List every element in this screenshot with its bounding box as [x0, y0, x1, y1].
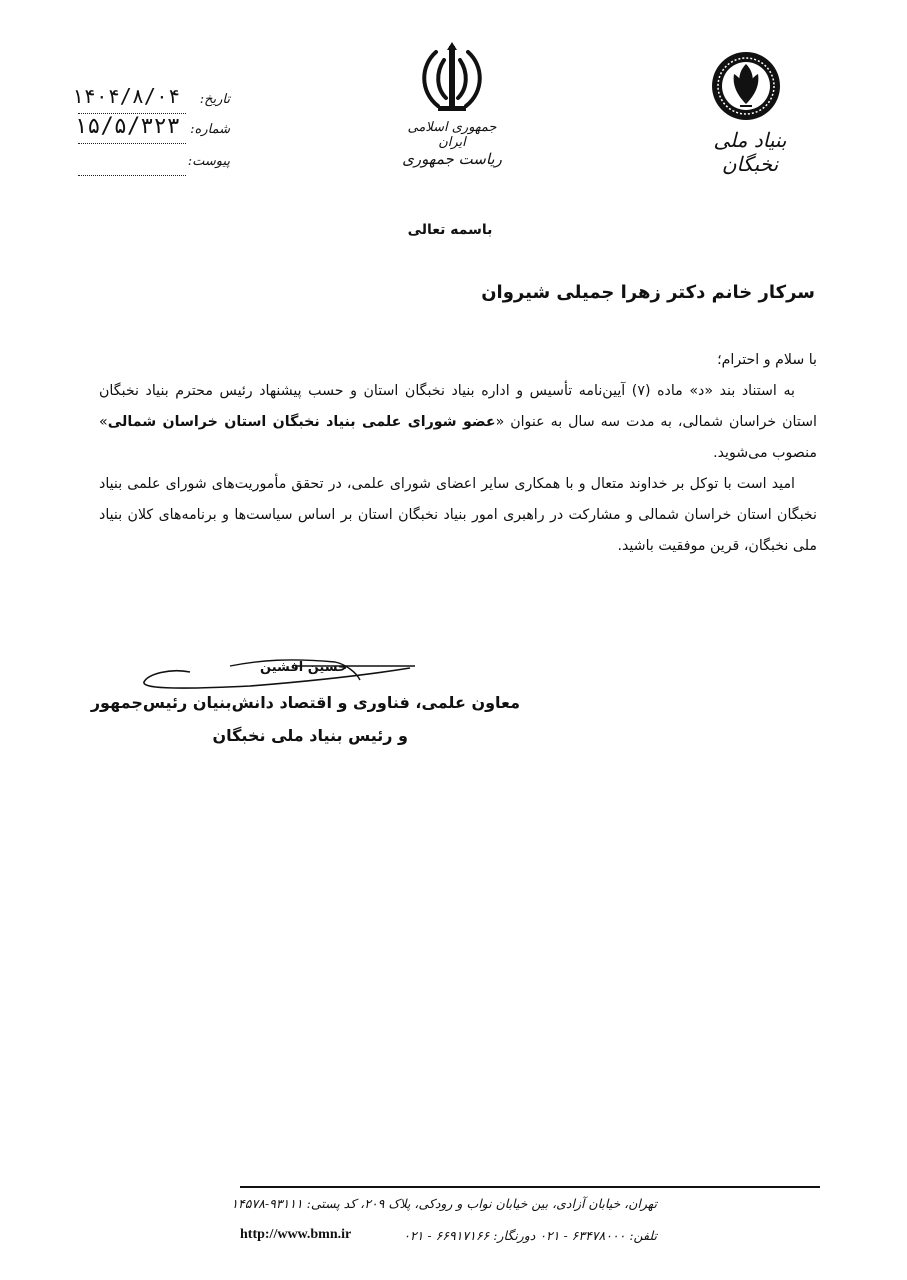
paragraph-2: امید است با توکل بر خداوند متعال و با همکاری سایر اعضای شورای علمی، در تحقق مأموریت‌های شورای علمی بنیاد نخبگان استان خراسان شمالی و مشارکت در راهبری امور بنیاد نخبگان استان بر اساس سیاست‌ها و برنامه‌های کلان بنیاد ملی نخبگان، قرین موفقیت باشید. — [99, 476, 817, 554]
signatory-name: حسین افشین — [260, 660, 348, 675]
paragraph-1 — [99, 376, 817, 469]
number-label: شماره: — [190, 122, 230, 137]
footer-phone: تلفن: ۶۳۴۷۸۰۰۰ - ۰۲۱ دورنگار: ۶۶۹۱۷۱۶۶ - ۰۲۱ — [403, 1228, 657, 1243]
number-dotted-line — [78, 143, 186, 144]
foundation-logo-icon — [710, 50, 782, 122]
letter-body — [99, 345, 817, 562]
government-line2: ریاست جمهوری — [402, 150, 502, 168]
attachment-label: پیوست: — [187, 154, 230, 169]
signatory-title-1: معاون علمی، فناوری و اقتصاد دانش‌بنیان رئیس‌جمهور — [90, 693, 520, 712]
signatory-title-2: و رئیس بنیاد ملی نخبگان — [212, 726, 408, 745]
greeting: با سلام و احترام؛ — [717, 352, 817, 368]
footer-divider — [240, 1186, 820, 1188]
footer-address: تهران، خیابان آزادی، بین خیابان نواب و رودکی، پلاک ۲۰۹، کد پستی: ۹۳۱۱۱-۱۴۵۷۸ — [231, 1196, 657, 1211]
attachment-row — [70, 154, 230, 180]
recipient: سرکار خانم دکتر زهرا جمیلی شیروان — [481, 282, 815, 303]
number-row — [70, 114, 230, 148]
date-value: ۱۴۰۴/۸/۰۴ — [71, 84, 180, 108]
number-value: ۱۵/۵/۳۲۳ — [74, 114, 180, 139]
paragraph-1-text: به استناد بند «د» ماده (۷) آیین‌نامه تأسیس و اداره بنیاد نخبگان استان و حسب پیشنهاد رئیس محترم بنیاد نخبگان استان خراسان شمالی، به مدت سه سال به عنوان « — [99, 383, 817, 430]
foundation-name: بنیاد ملی نخبگان — [713, 128, 787, 176]
date-label: تاریخ: — [199, 92, 230, 107]
signature-block — [90, 650, 520, 760]
footer-website-link[interactable]: http://www.bmn.ir — [240, 1227, 352, 1242]
government-line1: جمهوری اسلامی ایران — [407, 120, 497, 150]
paragraph-1-end: » منصوب می‌شوید. — [99, 414, 817, 461]
attachment-dotted-line — [78, 175, 186, 176]
iran-emblem-icon — [414, 40, 490, 118]
invocation: باسمه تعالی — [407, 222, 493, 238]
paragraph-1-position: عضو شورای علمی بنیاد نخبگان استان خراسان شمالی — [107, 414, 496, 430]
